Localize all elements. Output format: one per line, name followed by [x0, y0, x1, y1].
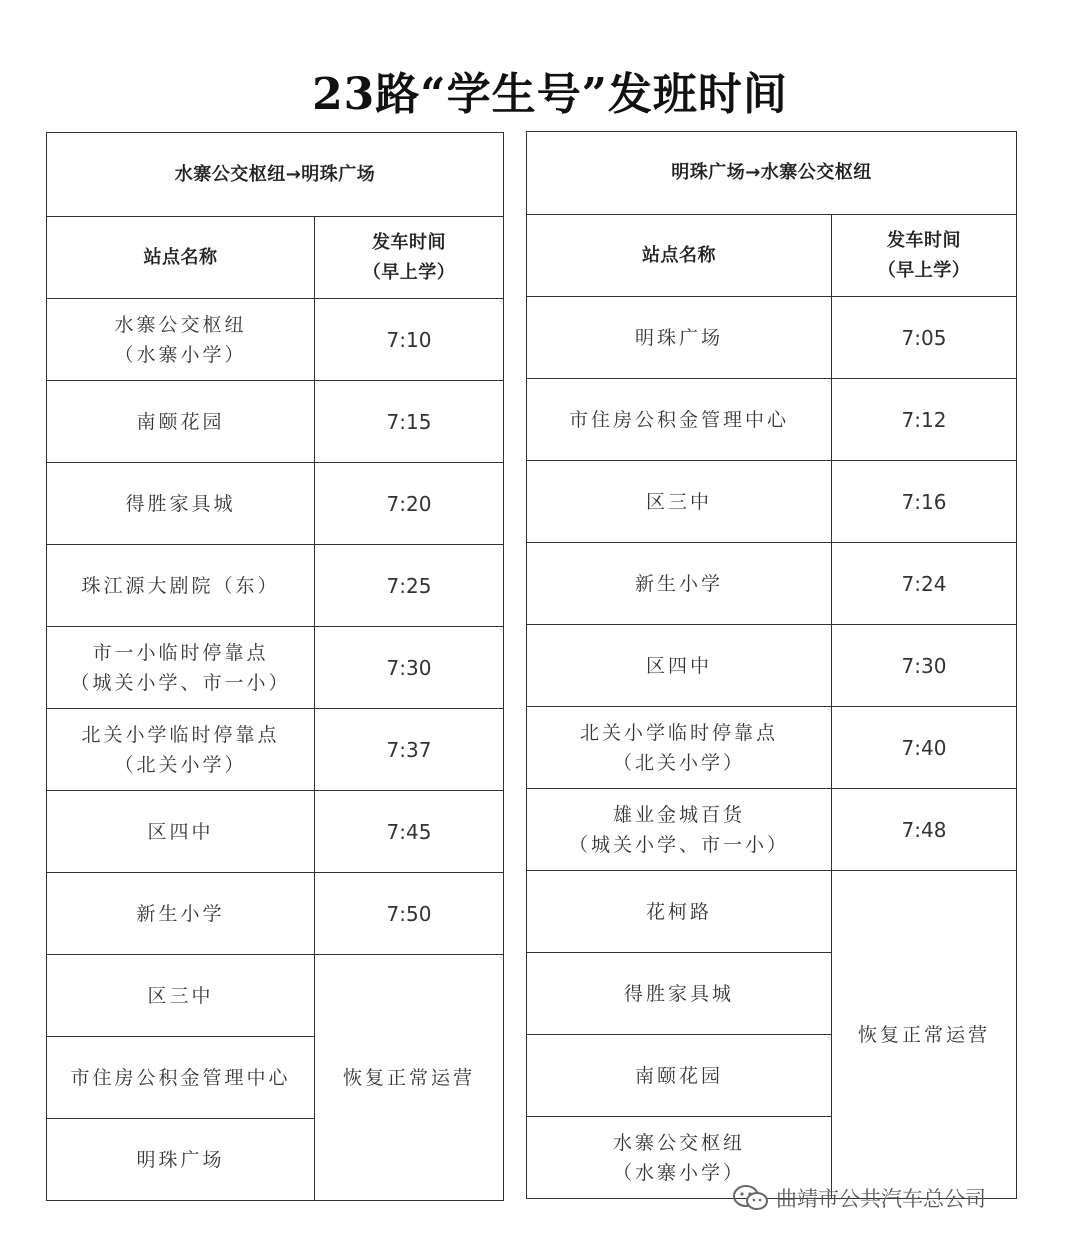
- station-name: 得胜家具城: [623, 982, 734, 1005]
- table-row: [47, 381, 504, 463]
- station-column-header: 站点名称: [47, 217, 315, 299]
- departure-time: 7:30: [832, 625, 1017, 707]
- table-row: [47, 299, 504, 381]
- station-name: （城关小学、市一小）: [70, 671, 291, 694]
- resume-normal-service: 恢复正常运营: [315, 955, 504, 1201]
- departure-time: 7:12: [832, 379, 1017, 461]
- station-name: 得胜家具城: [125, 492, 236, 515]
- departure-time: 7:15: [315, 381, 504, 463]
- station-name: 北关小学临时停靠点: [579, 721, 778, 744]
- station-cell: [47, 709, 315, 791]
- station-name: （北关小学）: [114, 753, 247, 776]
- station-cell: [47, 299, 315, 381]
- table-row: [527, 297, 1017, 379]
- table-row: [47, 463, 504, 545]
- departure-time: 7:25: [315, 545, 504, 627]
- departure-time: 7:48: [832, 789, 1017, 871]
- table-body-left: [47, 133, 504, 1201]
- time-column-header: [315, 217, 504, 299]
- station-cell: [47, 463, 315, 545]
- station-name: 南颐花园: [634, 1064, 723, 1087]
- time-header-line: （早上学）: [362, 261, 456, 283]
- station-cell: [47, 627, 315, 709]
- table-row: [47, 627, 504, 709]
- station-cell: [527, 543, 832, 625]
- station-cell: [527, 625, 832, 707]
- departure-time: 7:10: [315, 299, 504, 381]
- station-cell: [527, 379, 832, 461]
- station-cell: [527, 707, 832, 789]
- station-name: （水寨小学）: [612, 1161, 745, 1184]
- station-name: 新生小学: [634, 572, 723, 595]
- watermark: [732, 1180, 986, 1216]
- station-name: （北关小学）: [612, 751, 745, 774]
- time-column-header: [832, 215, 1017, 297]
- table-row: [47, 709, 504, 791]
- station-name: 珠江源大剧院（东）: [81, 574, 280, 597]
- station-cell: [527, 1035, 832, 1117]
- page-title: 23路“学生号”发班时间: [312, 69, 788, 120]
- table-row: [47, 545, 504, 627]
- departure-time: 7:20: [315, 463, 504, 545]
- station-name: 南颐花园: [136, 410, 225, 433]
- departure-time: 7:30: [315, 627, 504, 709]
- table-row: [527, 871, 1017, 953]
- station-name: 市一小临时停靠点: [92, 641, 269, 664]
- station-name: 区四中: [645, 654, 712, 677]
- table-body-right: [527, 132, 1017, 1199]
- station-name: （水寨小学）: [114, 343, 247, 366]
- station-name: 区三中: [147, 984, 214, 1007]
- watermark-text: 曲靖市公共汽车总公司: [776, 1187, 986, 1211]
- station-name: 新生小学: [136, 902, 225, 925]
- departure-time: 7:37: [315, 709, 504, 791]
- departure-time: 7:40: [832, 707, 1017, 789]
- resume-normal-service: 恢复正常运营: [832, 871, 1017, 1199]
- station-cell: [47, 955, 315, 1037]
- direction-header: 水寨公交枢纽→明珠广场: [47, 133, 504, 217]
- station-cell: [527, 461, 832, 543]
- station-name: 花柯路: [645, 900, 712, 923]
- departure-time: 7:16: [832, 461, 1017, 543]
- station-name: 市住房公积金管理中心: [70, 1066, 291, 1089]
- station-cell: [47, 873, 315, 955]
- departure-time: 7:24: [832, 543, 1017, 625]
- station-name: （城关小学、市一小）: [568, 833, 789, 856]
- station-name: 区三中: [645, 490, 712, 513]
- station-name: 区四中: [147, 820, 214, 843]
- station-name: 水寨公交枢纽: [612, 1131, 745, 1154]
- station-cell: [527, 789, 832, 871]
- departure-time: 7:45: [315, 791, 504, 873]
- time-header-line: 发车时间: [372, 231, 446, 253]
- station-name: 市住房公积金管理中心: [568, 408, 789, 431]
- station-cell: [527, 297, 832, 379]
- station-column-header: 站点名称: [527, 215, 832, 297]
- table-row: [527, 707, 1017, 789]
- direction-header: 明珠广场→水寨公交枢纽: [527, 132, 1017, 215]
- time-header-line: （早上学）: [877, 259, 971, 281]
- wechat-icon: [732, 1183, 770, 1213]
- schedule-table-left: [46, 132, 504, 1201]
- station-name: 北关小学临时停靠点: [81, 723, 280, 746]
- table-row: [527, 379, 1017, 461]
- table-row: [527, 461, 1017, 543]
- schedule-table-right: [526, 131, 1017, 1199]
- station-name: 雄业金城百货: [612, 803, 745, 826]
- station-cell: [47, 791, 315, 873]
- station-cell: [47, 545, 315, 627]
- station-cell: [527, 871, 832, 953]
- departure-time: 7:50: [315, 873, 504, 955]
- time-header-line: 发车时间: [887, 229, 961, 251]
- table-row: [527, 625, 1017, 707]
- station-cell: [47, 1119, 315, 1201]
- station-name: 明珠广场: [634, 326, 723, 349]
- station-cell: [527, 953, 832, 1035]
- station-name: 水寨公交枢纽: [114, 313, 247, 336]
- table-row: [47, 873, 504, 955]
- table-row: [47, 791, 504, 873]
- table-row: [527, 789, 1017, 871]
- station-cell: [47, 381, 315, 463]
- table-row: [527, 543, 1017, 625]
- station-name: 明珠广场: [136, 1148, 225, 1171]
- station-cell: [47, 1037, 315, 1119]
- table-row: [47, 955, 504, 1037]
- departure-time: 7:05: [832, 297, 1017, 379]
